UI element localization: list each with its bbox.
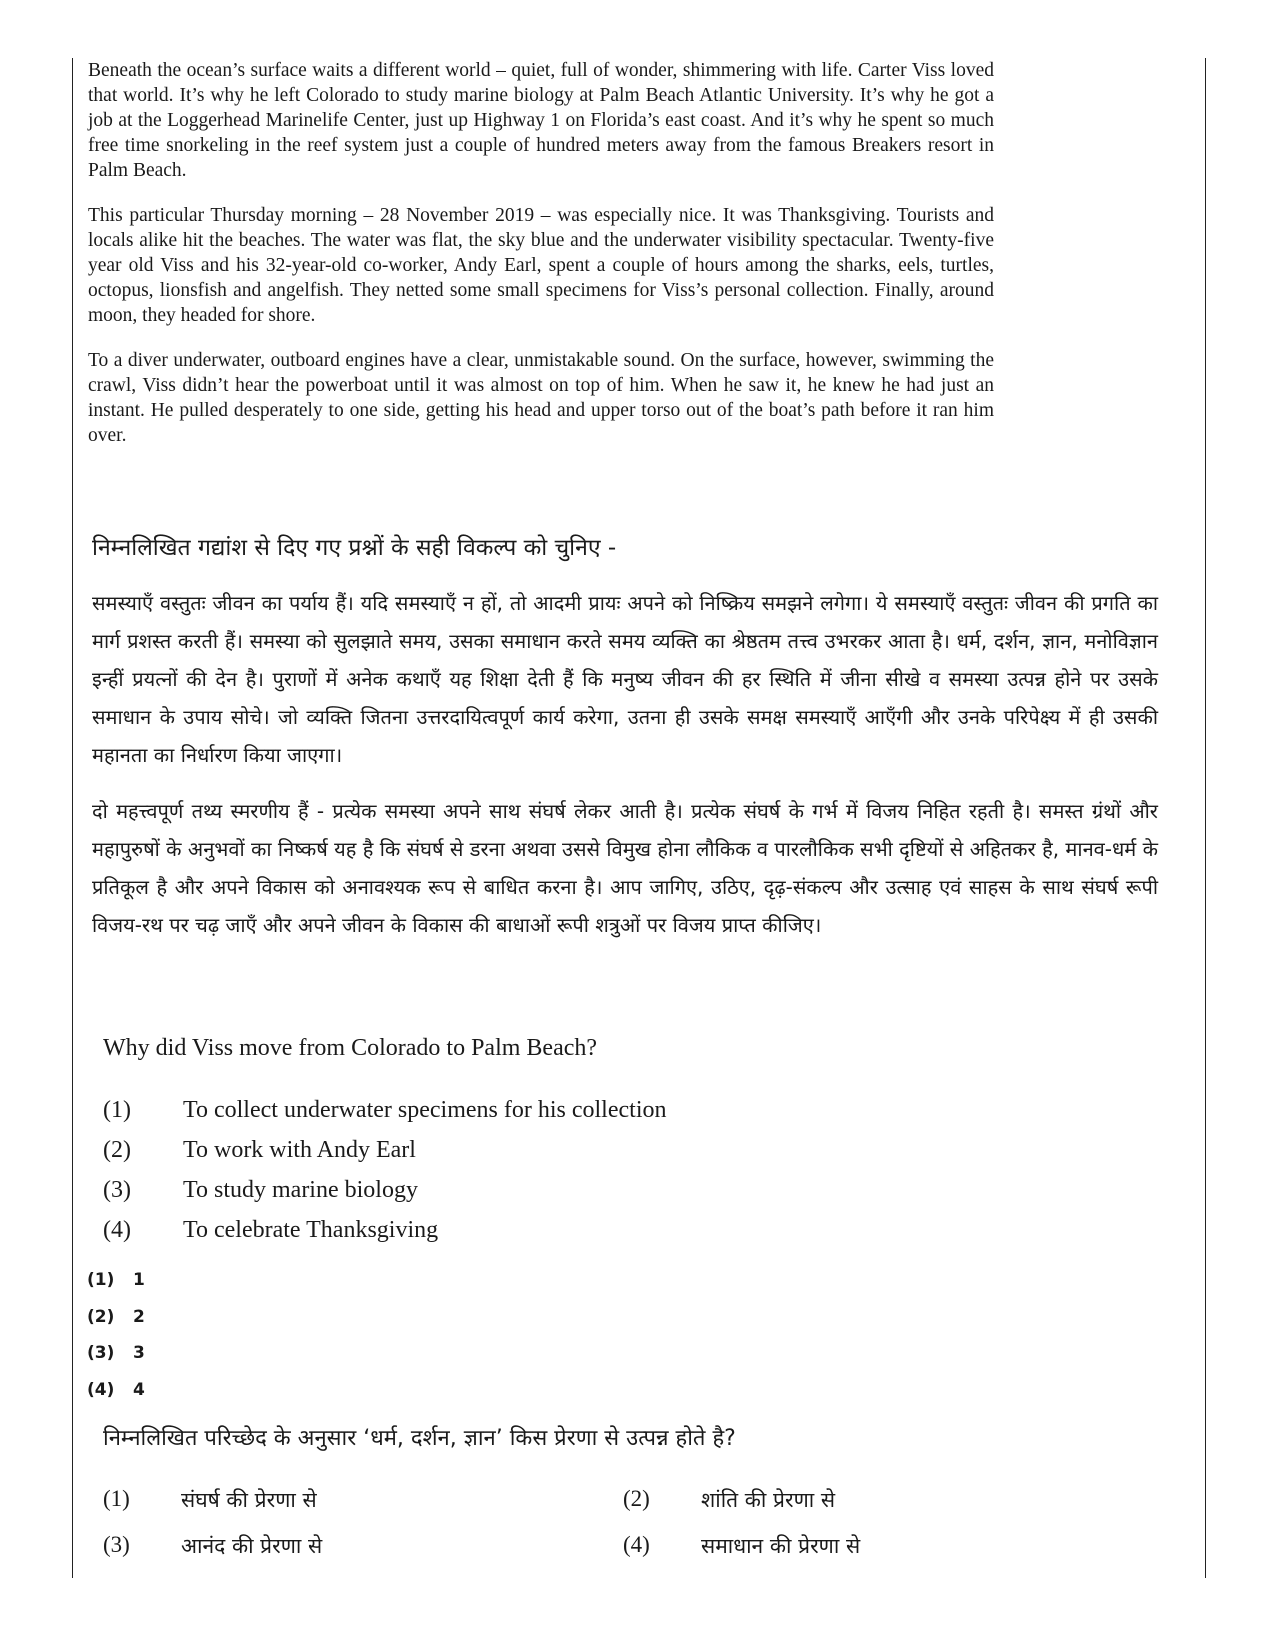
question-2-option[interactable] — [103, 1532, 623, 1560]
hindi-instruction: निम्नलिखित गद्यांश से दिए गए प्रश्नों के सही विकल्प को चुनिए - — [92, 535, 617, 561]
option-text: संघर्ष की प्रेरणा से — [181, 1488, 317, 1512]
option-text: आनंद की प्रेरणा से — [181, 1534, 323, 1558]
english-paragraph-3: To a diver underwater, outboard engines have a clear, unmistakable sound. On the surface, however, swimming the crawl, Viss didn’t hear the powerboat until it was almost on top of him. When he saw it, he knew he had just an instant. He pulled desperately to one side, getting his head and upper torso out of the boat’s path before it ran him over. — [88, 350, 994, 446]
left-margin-rule — [72, 58, 73, 1578]
option-text: समाधान की प्रेरणा से — [701, 1534, 861, 1558]
question-2-option[interactable] — [623, 1532, 1143, 1560]
question-1-option[interactable] — [103, 1170, 666, 1210]
answer-choice[interactable] — [87, 1372, 145, 1409]
option-number: (2) — [103, 1136, 131, 1163]
option-number: (1) — [103, 1486, 130, 1511]
option-text: To celebrate Thanksgiving — [183, 1216, 439, 1243]
answer-value: 4 — [133, 1379, 145, 1400]
option-number: (1) — [103, 1096, 131, 1123]
hindi-paragraph-1: समस्याएँ वस्तुतः जीवन का पर्याय हैं। यदि समस्याएँ न हों, तो आदमी प्रायः अपने को निष्क्रिय समझने लगेगा। ये समस्याएँ वस्तुतः जीवन की प्रगति का मार्ग प्रशस्त करती हैं। समस्या को सुलझाते समय, उसका समाधान करते समय व्यक्ति का श्रेष्ठतम तत्त्व उभरकर आता है। धर्म, दर्शन, ज्ञान, मनोविज्ञान इन्हीं प्रयत्नों की देन है। पुराणों में अनेक कथाएँ यह शिक्षा देती हैं कि मनुष्य जीवन की हर स्थिति में जीना सीखे व समस्या उत्पन्न होने पर उसके समाधान के उपाय सोचे। जो व्यक्ति जितना उत्तरदायित्वपूर्ण कार्य करेगा, उतना ही उसके समक्ष समस्याएँ आएँगी और उनके परिपेक्ष्य में ही उसकी महानता का निर्धारण किया जाएगा। — [92, 591, 1158, 767]
option-text: To collect underwater specimens for his collection — [183, 1096, 667, 1123]
question-2-option[interactable] — [103, 1486, 623, 1514]
question-2-option-row — [103, 1477, 1153, 1523]
answer-number: (1) — [87, 1270, 115, 1291]
question-1-option[interactable] — [103, 1130, 666, 1170]
option-number: (2) — [623, 1486, 650, 1511]
english-paragraph-1: Beneath the ocean’s surface waits a different world – quiet, full of wonder, shimmering with life. Carter Viss loved that world. It’s why he left Colorado to study marine biology at Palm Beach Atlantic University. It’s why he got a job at the Loggerhead Marinelife Center, just up Highway 1 on Florida’s east coast. And it’s why he spent so much free time snorkeling in the reef system just a couple of hundred meters away from the famous Breakers resort in Palm Beach. — [88, 60, 994, 181]
option-number: (4) — [103, 1216, 131, 1243]
answer-choice[interactable] — [87, 1335, 145, 1372]
hindi-paragraph-2: दो महत्त्वपूर्ण तथ्य स्मरणीय हैं - प्रत्येक समस्या अपने साथ संघर्ष लेकर आती है। प्रत्येक संघर्ष के गर्भ में विजय निहित रहती है। समस्त ग्रंथों और महापुरुषों के अनुभवों का निष्कर्ष यह है कि संघर्ष से डरना अथवा उससे विमुख होना लौकिक व पारलौकिक सभी दृष्टियों से अहितकर है, मानव-धर्म के प्रतिकूल है और अपने विकास को अनावश्यक रूप से बाधित करना है। आप जागिए, उठिए, दृढ़-संकल्प और उत्साह एवं साहस के साथ संघर्ष रूपी विजय-रथ पर चढ़ जाएँ और अपने जीवन के विकास की बाधाओं रूपी शत्रुओं पर विजय प्राप्त कीजिए। — [92, 799, 1158, 937]
option-number: (3) — [103, 1176, 131, 1203]
answer-choices — [87, 1262, 145, 1408]
question-1-options — [103, 1090, 666, 1250]
answer-value: 1 — [133, 1270, 145, 1291]
question-2-option-row — [103, 1523, 1153, 1569]
question-1-option[interactable] — [103, 1210, 666, 1250]
option-text: To study marine biology — [183, 1176, 418, 1203]
answer-number: (3) — [87, 1343, 115, 1364]
answer-number: (2) — [87, 1306, 115, 1327]
question-1-text: Why did Viss move from Colorado to Palm Beach? — [103, 1035, 598, 1061]
english-paragraph-2: This particular Thursday morning – 28 November 2019 – was especially nice. It was Thanksgiving. Tourists and locals alike hit the beaches. The water was flat, the sky blue and the underwater visibility spectacular. Twenty-five year old Viss and his 32-year-old co-worker, Andy Earl, spent a couple of hours among the sharks, eels, turtles, octopus, lionsfish and angelfish. They netted some small specimens for Viss’s personal collection. Finally, around moon, they headed for shore. — [88, 205, 994, 326]
option-text: To work with Andy Earl — [183, 1136, 416, 1163]
option-text: शांति की प्रेरणा से — [701, 1488, 836, 1512]
question-2-text: निम्नलिखित परिच्छेद के अनुसार ‘धर्म, दर्शन, ज्ञान’ किस प्रेरणा से उत्पन्न होते है? — [103, 1426, 736, 1451]
right-margin-rule — [1205, 58, 1206, 1578]
question-1-option[interactable] — [103, 1090, 666, 1130]
answer-number: (4) — [87, 1379, 115, 1400]
hindi-passage — [92, 584, 1158, 962]
answer-value: 3 — [133, 1343, 145, 1364]
english-passage — [88, 58, 994, 468]
question-2-option[interactable] — [623, 1486, 1143, 1514]
question-2-options — [103, 1477, 1153, 1569]
answer-choice[interactable] — [87, 1299, 145, 1336]
option-number: (4) — [623, 1532, 650, 1557]
option-number: (3) — [103, 1532, 130, 1557]
answer-choice[interactable] — [87, 1262, 145, 1299]
answer-value: 2 — [133, 1306, 145, 1327]
